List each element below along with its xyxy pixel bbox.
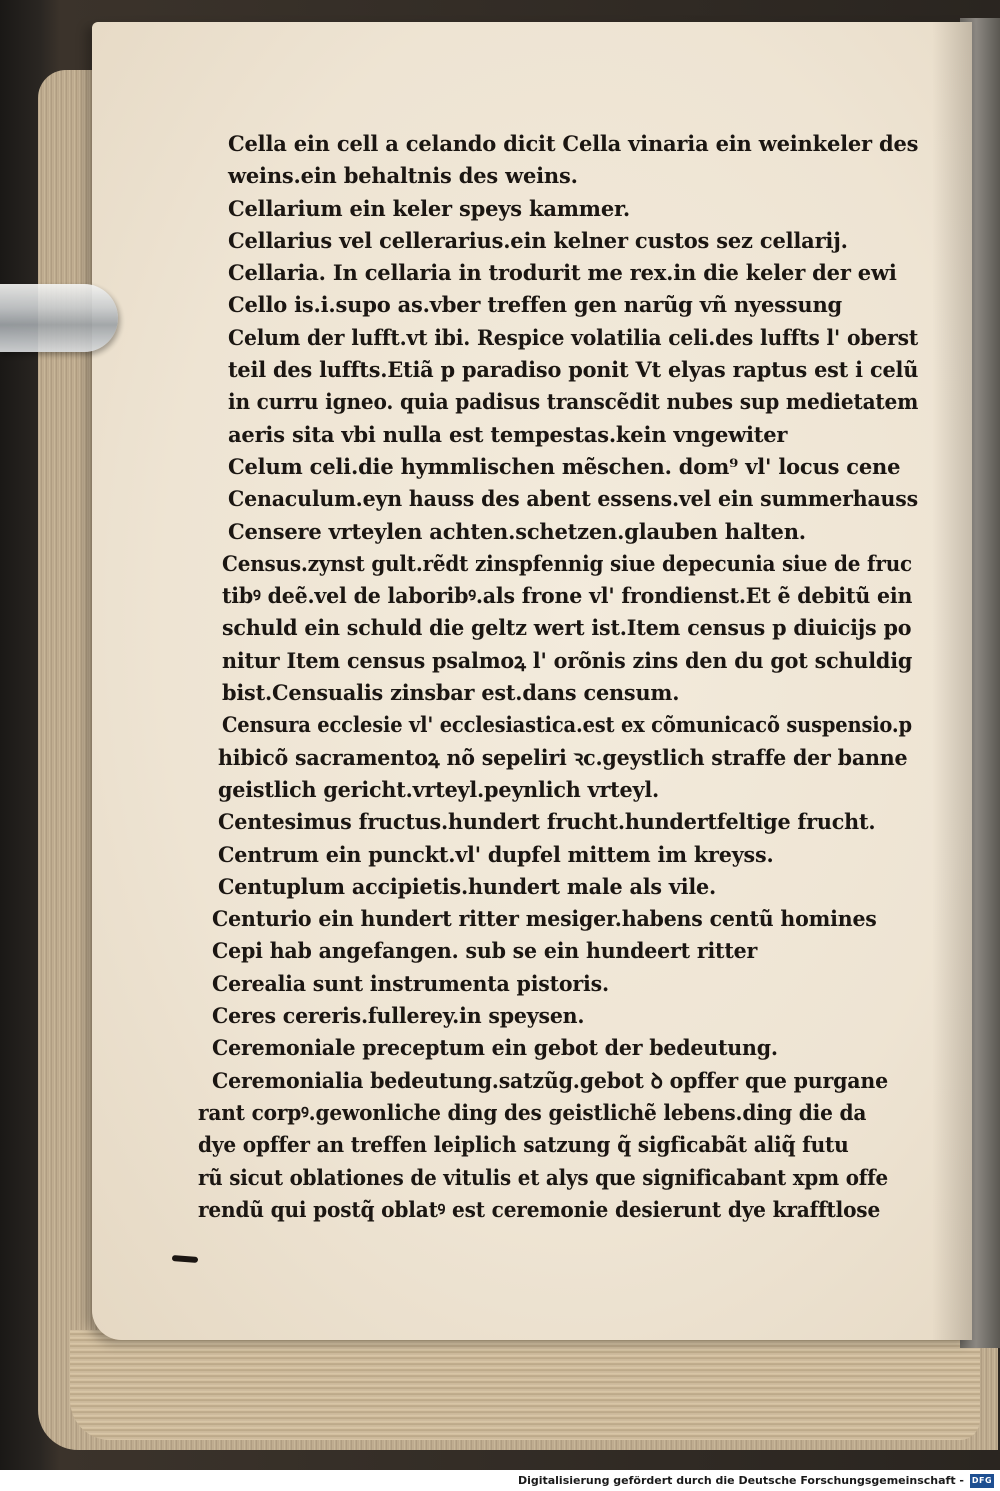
text-line: Census.zynst gult.rẽdt zinspfennig siue depecunia siue de fruc bbox=[222, 550, 913, 576]
text-line: geistlich gericht.vrteyl.peynlich vrteyl. bbox=[218, 776, 660, 802]
text-line: Cerealia sunt instrumenta pistoris. bbox=[212, 970, 609, 996]
text-line: Ceres cereris.fullerey.in speysen. bbox=[212, 1003, 585, 1029]
text-line: aeris sita vbi nulla est tempestas.kein vngewiter bbox=[228, 421, 788, 447]
text-line: bist.Censualis zinsbar est.dans censum. bbox=[222, 680, 680, 706]
book-bottom-edge bbox=[70, 1330, 980, 1440]
text-line: Cella ein cell a celando dicit Cella vinaria ein weinkeler des bbox=[228, 131, 919, 156]
text-line: rũ sicut oblationes de vitulis et alys que significabant xpm offe bbox=[198, 1164, 889, 1190]
text-line: Celum der lufft.vt ibi. Respice volatilia celi.des luffts l' oberst bbox=[228, 324, 919, 350]
text-line: teil des luffts.Etiã p paradiso ponit Vt elyas raptus est i celũ bbox=[228, 357, 919, 383]
text-line: Cellarium ein keler speys kammer. bbox=[228, 195, 631, 221]
text-line: Censere vrteylen achten.schetzen.glauben halten. bbox=[228, 518, 806, 544]
text-line: Ceremoniale preceptum ein gebot der bedeutung. bbox=[212, 1035, 778, 1061]
dfg-logo-icon[interactable]: DFG bbox=[970, 1474, 994, 1488]
text-line: Celum celi.die hymmlischen mẽschen. dom⁹ vl' locus cene bbox=[228, 453, 901, 479]
text-line: Cenaculum.eyn hauss des abent essens.vel ein summerhauss bbox=[228, 486, 918, 512]
text-line: weins.ein behaltnis des weins. bbox=[228, 163, 578, 189]
text-line: nitur Item census psalmoꝝ l' orõnis zins den du got schuldig bbox=[222, 647, 913, 673]
funding-notice: Digitalisierung gefördert durch die Deutsche Forschungsgemeinschaft - bbox=[517, 1474, 964, 1487]
footer-bar bbox=[0, 1470, 1000, 1491]
text-line: in curru igneo. quia padisus transcẽdit nubes sup medietatem bbox=[228, 389, 919, 415]
text-line: Cepi hab angefangen. sub se ein hundeert ritter bbox=[212, 938, 758, 964]
text-line: tibꝰ deẽ.vel de laboribꝰ.als frone vl' frondienst.Et ẽ debitũ ein bbox=[222, 583, 913, 609]
text-line: dye opffer an treffen leiplich satzung q̃ sigficabãt aliq̃ futu bbox=[198, 1132, 849, 1158]
text-line: Ceremonialia bedeutung.satzũg.gebot ꝺ opffer que purgane bbox=[212, 1067, 888, 1093]
page-text bbox=[198, 128, 919, 1226]
text-line: schuld ein schuld die geltz wert ist.Item census p diuicijs po bbox=[222, 615, 912, 641]
text-line: Cellarius vel cellerarius.ein kelner custos sez cellarij. bbox=[228, 227, 848, 253]
text-line: hibicõ sacramentoꝝ nõ sepeliri ꝛc.geystlich straffe der banne bbox=[218, 744, 908, 770]
text-line: rant corpꝰ.gewonliche ding des geistlichẽ lebens.ding die da bbox=[198, 1099, 867, 1125]
text-line: Centurio ein hundert ritter mesiger.habens centũ homines bbox=[212, 906, 877, 932]
text-line: Centuplum accipietis.hundert male als vile. bbox=[218, 873, 717, 899]
gutter-shadow bbox=[932, 22, 972, 1340]
text-line: Centrum ein punckt.vl' dupfel mittem im kreyss. bbox=[218, 841, 774, 867]
text-line: Censura ecclesie vl' ecclesiastica.est ex cõmunicacõ suspensio.p bbox=[222, 712, 912, 738]
text-line: Cellaria. In cellaria in trodurit me rex.in die keler der ewi bbox=[228, 260, 897, 286]
text-line: Centesimus fructus.hundert frucht.hundertfeltige frucht. bbox=[218, 809, 876, 835]
text-line: rendũ qui postq̃ oblatꝰ est ceremonie desierunt dye krafftlose bbox=[198, 1196, 881, 1222]
page-clip bbox=[0, 284, 118, 352]
text-line: Cello is.i.supo as.vber treffen gen narũg vñ nyessung bbox=[228, 292, 843, 318]
